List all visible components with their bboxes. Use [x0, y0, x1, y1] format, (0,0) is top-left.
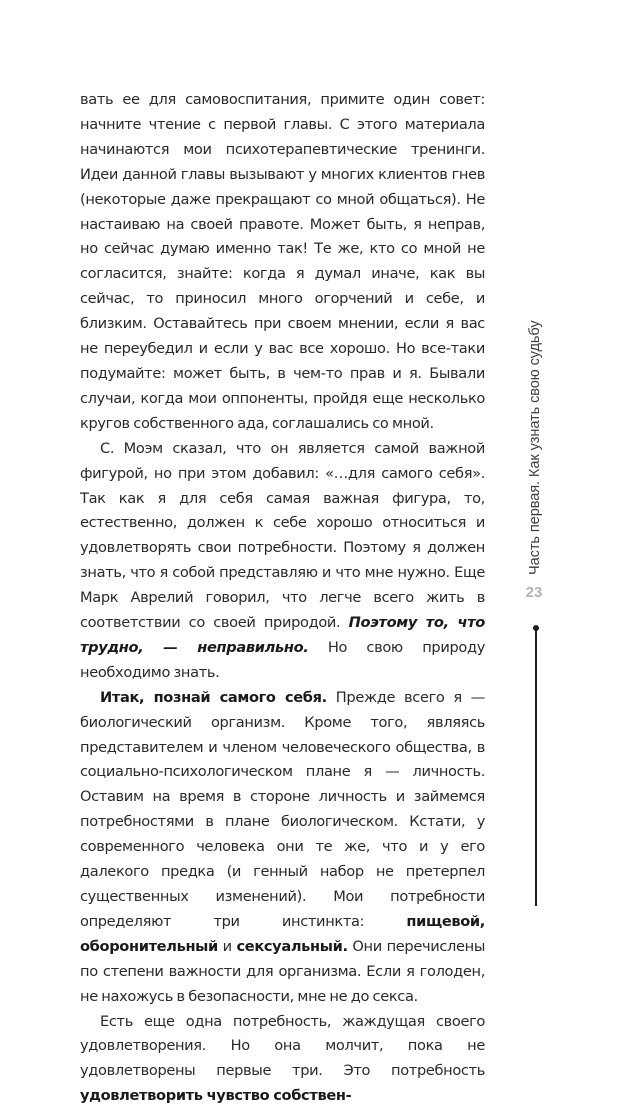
paragraph-4 — [80, 1010, 485, 1109]
running-header-title: Часть первая. Как узнать свою судьбу — [527, 320, 543, 575]
paragraph-3-ending: Они перечислены по степени важности для организма. Если я голоден, не нахожусь в безопасности, мне не до секса. — [80, 937, 485, 1005]
paragraph-3-instincts: пищевой, оборонительный — [80, 912, 485, 955]
paragraph-4-text: Есть еще одна потребность, жаждущая своего удовлетворения. Но она молчит, пока не удовлетворены первые три. Это потребность — [80, 1012, 485, 1080]
paragraph-4-emphasis: удовлетворить чувство собствен- — [80, 1087, 352, 1105]
paragraph-1-text: вать ее для самовоспитания, примите один совет: начните чтение с первой главы. С этого материала начинаются мои психотерапевтические тренинги. Идеи данной главы вызывают у многих клиентов гнев (некоторые даже прекращают со мной общаться). Не настаиваю на своей правоте. Может быть, я неправ, но сейчас думаю именно так! Те же, кто со мной не согласится, знайте: когда я думал иначе, как вы сейчас, то приносил много огорчений и себе, и близким. Оставайтесь при своем мнении, если я вас не переубедил и если у вас все хорошо. Но все-таки подумайте: может быть, в чем-то прав и я. Бывали случаи, когда мои оппоненты, пройдя еще несколько кругов собственного ада, соглашались со мной. — [80, 91, 485, 432]
paragraph-2 — [80, 437, 485, 686]
paragraph-2-emphasis: Поэтому то, что трудно, — неправильно. — [80, 614, 485, 656]
paragraph-2-text: С. Моэм сказал, что он является самой важной фигурой, но при этом добавил: «…для самого себя». Так как я для себя самая важная фигура, то, естественно, должен к себе хорошо относиться и удовлетворять свои потребности. Поэтому я должен знать, что я собой представляю и что мне нужно. Еще Марк Аврелий говорил, что легче всего жить в соответствии со своей природой. — [80, 439, 485, 632]
paragraph-3 — [80, 686, 485, 1010]
margin-marker-line — [535, 630, 537, 906]
page-number: 23 — [525, 584, 543, 601]
paragraph-3-conjunction: и — [217, 937, 237, 955]
paragraph-3-sexual: сексуальный. — [236, 937, 348, 955]
paragraph-1 — [80, 88, 485, 437]
page-body-text — [80, 88, 485, 1109]
paragraph-2-ending: Но свою природу необходимо знать. — [80, 638, 486, 681]
paragraph-3-text: Прежде всего я — биологический организм. Кроме того, являясь представителем и членом человеческого общества, в социально-психологическом плане я — личность. Оставим на время в стороне личность и займемся потребностями в плане биологическом. Кстати, у современного человека они те же, что и у его далекого предка (и генный набор не претерпел существенных изменений). Мои потребности определяют три инстинкта: — [80, 688, 485, 930]
paragraph-3-lead: Итак, познай самого себя. — [100, 688, 327, 706]
